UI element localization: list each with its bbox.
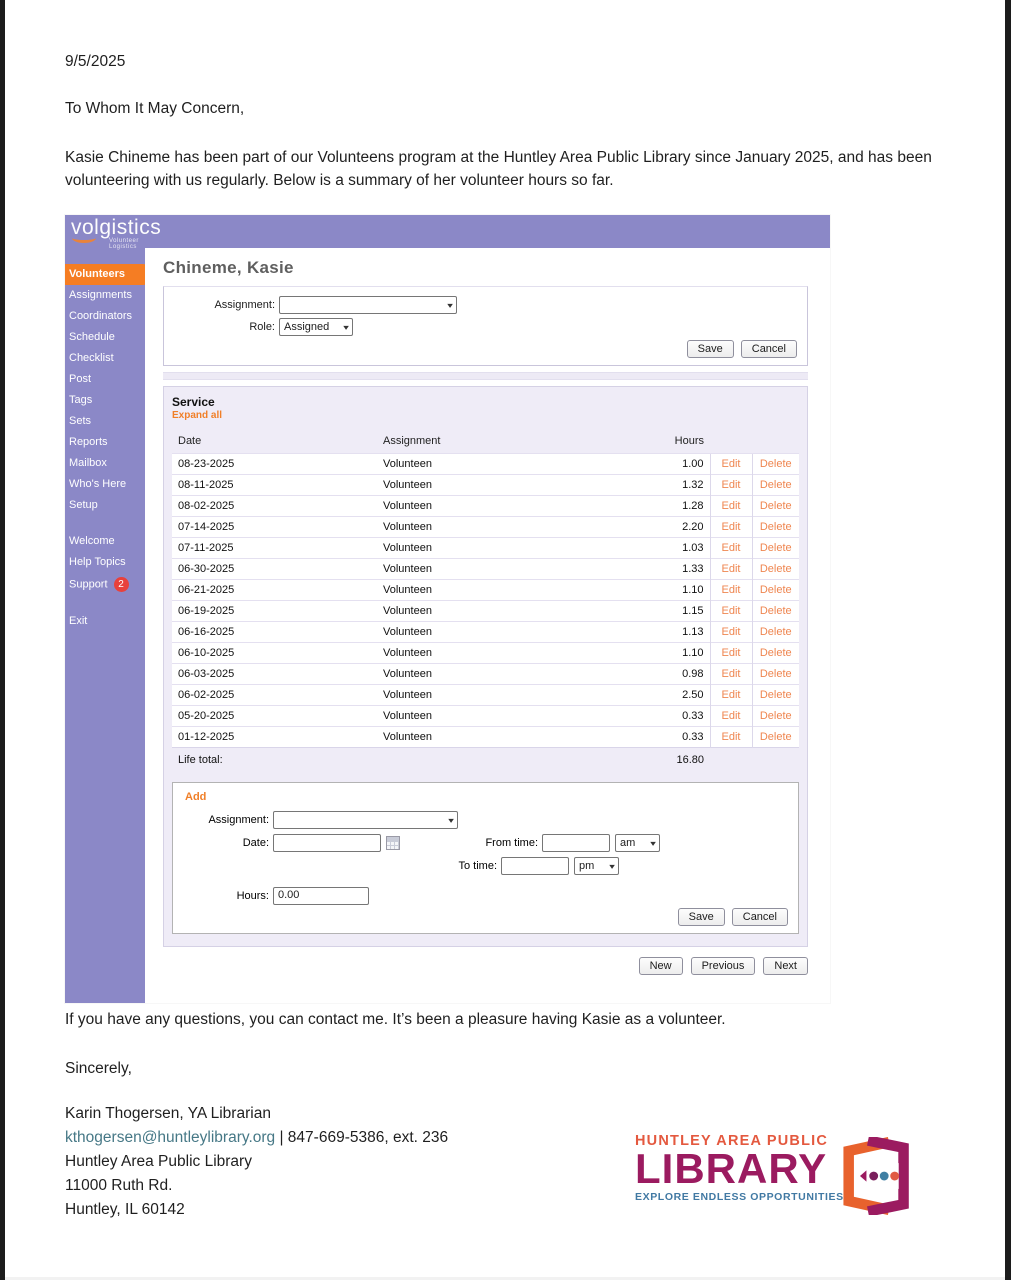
sidebar-item-post[interactable] — [65, 369, 145, 390]
service-assignment-cell: Volunteen — [377, 727, 587, 748]
edit-link[interactable]: Edit — [710, 454, 752, 475]
service-row — [172, 685, 799, 706]
service-date-cell: 06-02-2025 — [172, 685, 377, 706]
delete-link[interactable]: Delete — [752, 622, 799, 643]
service-date-cell: 08-23-2025 — [172, 454, 377, 475]
service-date-cell: 06-30-2025 — [172, 559, 377, 580]
page-edge-left — [0, 0, 5, 1280]
service-assignment-cell: Volunteen — [377, 538, 587, 559]
service-hours-cell: 1.32 — [587, 475, 710, 496]
sidebar-item-label: Post — [69, 373, 92, 385]
sidebar-item-coordinators[interactable] — [65, 306, 145, 327]
edit-link[interactable]: Edit — [710, 517, 752, 538]
service-row — [172, 538, 799, 559]
sidebar-item-label: Exit — [69, 615, 88, 627]
service-row — [172, 643, 799, 664]
add-cancel-button[interactable]: Cancel — [732, 908, 788, 926]
delete-link[interactable]: Delete — [752, 517, 799, 538]
edit-link[interactable]: Edit — [710, 475, 752, 496]
chevron-down-icon: ▾ — [650, 838, 656, 848]
save-button[interactable]: Save — [687, 340, 734, 358]
service-hours-cell: 1.03 — [587, 538, 710, 559]
section-divider — [163, 372, 808, 380]
sidebar-item-volunteers[interactable] — [65, 264, 153, 285]
role-label: Role: — [249, 321, 275, 333]
service-row — [172, 454, 799, 475]
add-assignment-select[interactable] — [273, 811, 458, 829]
service-assignment-cell: Volunteen — [377, 475, 587, 496]
logo-line2: LIBRARY — [635, 1145, 828, 1192]
brand-tagline: Volunteer Logistics — [109, 238, 139, 250]
service-hours-cell: 1.33 — [587, 559, 710, 580]
brand-name: volgistics — [71, 216, 162, 239]
page-title: Chineme, Kasie — [163, 258, 294, 277]
calendar-icon[interactable] — [386, 836, 400, 850]
life-total-label: Life total: — [172, 748, 377, 773]
volgistics-logo — [71, 216, 162, 250]
add-section-label: Add — [185, 791, 207, 803]
service-assignment-cell: Volunteen — [377, 496, 587, 517]
app-header-bar — [65, 215, 830, 248]
previous-button[interactable]: Previous — [691, 957, 756, 975]
service-hours-cell: 1.00 — [587, 454, 710, 475]
am-pm-select-to[interactable] — [574, 857, 619, 875]
new-button[interactable]: New — [639, 957, 683, 975]
chevron-down-icon: ▾ — [448, 815, 454, 825]
schedule-entry-form — [163, 286, 808, 366]
from-time-input[interactable] — [542, 834, 610, 852]
sidebar-item-label: Tags — [69, 394, 93, 406]
sidebar-item-label: Sets — [69, 415, 92, 427]
service-table-body — [172, 454, 799, 748]
sidebar-group-gap — [65, 516, 145, 531]
service-date-cell: 08-11-2025 — [172, 475, 377, 496]
from-time-label: From time: — [485, 837, 538, 849]
service-row — [172, 496, 799, 517]
service-row — [172, 475, 799, 496]
delete-link[interactable]: Delete — [752, 727, 799, 748]
email-link[interactable]: kthogersen@huntleylibrary.org — [65, 1129, 276, 1147]
service-assignment-cell: Volunteen — [377, 706, 587, 727]
signature-org: Huntley Area Public Library — [65, 1153, 252, 1171]
chevron-down-icon: ▾ — [609, 861, 615, 871]
delete-link[interactable]: Delete — [752, 580, 799, 601]
col-header-delete — [752, 431, 799, 454]
chevron-down-icon: ▾ — [343, 322, 349, 332]
letter-salutation: To Whom It May Concern, — [65, 100, 245, 117]
sidebar-item-label: Coordinators — [69, 310, 132, 322]
support-badge: 2 — [114, 577, 129, 592]
service-assignment-cell: Volunteen — [377, 622, 587, 643]
service-assignment-cell: Volunteen — [377, 664, 587, 685]
service-row — [172, 706, 799, 727]
service-table — [172, 431, 799, 772]
sidebar-item-label: Who's Here — [69, 478, 127, 490]
delete-link[interactable]: Delete — [752, 685, 799, 706]
date-input[interactable] — [273, 834, 381, 852]
service-hours-cell: 1.10 — [587, 580, 710, 601]
role-select-value: Assigned — [284, 321, 330, 333]
sidebar-item-label: Assignments — [69, 289, 132, 301]
service-assignment-cell: Volunteen — [377, 643, 587, 664]
service-row — [172, 580, 799, 601]
signature-block — [65, 1102, 448, 1222]
letter-intro-paragraph: Kasie Chineme has been part of our Volunteens program at the Huntley Area Public Library since January 2025, and has been volunteering with us regularly. Below is a summary of her volunteer hours so far. — [65, 149, 932, 190]
sidebar-item-label: Volunteers — [69, 268, 126, 280]
service-date-cell: 06-03-2025 — [172, 664, 377, 685]
date-label: Date: — [242, 837, 269, 849]
delete-link[interactable]: Delete — [752, 454, 799, 475]
sidebar-item-exit[interactable] — [65, 611, 145, 632]
add-save-button[interactable]: Save — [678, 908, 725, 926]
sidebar-item-help-topics[interactable] — [65, 552, 145, 573]
to-time-label: To time: — [458, 860, 497, 872]
service-date-cell: 05-20-2025 — [172, 706, 377, 727]
add-assignment-label: Assignment: — [208, 814, 269, 826]
open-door-icon — [839, 1137, 910, 1215]
delete-link[interactable]: Delete — [752, 475, 799, 496]
service-assignment-cell: Volunteen — [377, 685, 587, 706]
library-logo — [635, 1133, 910, 1215]
service-date-cell: 07-11-2025 — [172, 538, 377, 559]
sidebar-item-label: Reports — [69, 436, 108, 448]
edit-link[interactable]: Edit — [710, 622, 752, 643]
delete-link[interactable]: Delete — [752, 601, 799, 622]
service-date-cell: 06-19-2025 — [172, 601, 377, 622]
delete-link[interactable]: Delete — [752, 559, 799, 580]
service-row — [172, 727, 799, 748]
brand-smile-arc-icon — [72, 233, 96, 243]
life-total-row — [172, 748, 799, 773]
page-edge-right — [1005, 0, 1011, 1280]
am-pm-select-from[interactable] — [615, 834, 660, 852]
edit-link[interactable]: Edit — [710, 559, 752, 580]
service-row — [172, 622, 799, 643]
sidebar-item-label: Support — [69, 578, 108, 591]
col-header-edit — [710, 431, 752, 454]
service-date-cell: 06-10-2025 — [172, 643, 377, 664]
edit-link[interactable]: Edit — [710, 727, 752, 748]
record-nav — [163, 957, 808, 975]
assignment-label: Assignment: — [214, 299, 275, 311]
main-content — [145, 248, 830, 1003]
next-button[interactable]: Next — [763, 957, 808, 975]
edit-link[interactable]: Edit — [710, 496, 752, 517]
edit-link[interactable]: Edit — [710, 664, 752, 685]
sidebar-item-support[interactable] — [65, 573, 145, 596]
delete-link[interactable]: Delete — [752, 706, 799, 727]
sidebar-item-label: Checklist — [69, 352, 114, 364]
to-time-input[interactable] — [501, 857, 569, 875]
sidebar-item-checklist[interactable] — [65, 348, 145, 369]
chevron-down-icon: ▾ — [447, 300, 453, 310]
service-row — [172, 664, 799, 685]
cancel-button[interactable]: Cancel — [741, 340, 797, 358]
service-hours-cell: 1.15 — [587, 601, 710, 622]
logo-line1: HUNTLEY AREA PUBLIC — [635, 1133, 829, 1149]
service-assignment-cell: Volunteen — [377, 601, 587, 622]
service-row — [172, 517, 799, 538]
delete-link[interactable]: Delete — [752, 496, 799, 517]
service-hours-cell: 1.13 — [587, 622, 710, 643]
hours-input[interactable]: 0.00 — [273, 887, 369, 905]
service-date-cell: 06-21-2025 — [172, 580, 377, 601]
service-hours-cell: 2.20 — [587, 517, 710, 538]
add-service-form — [172, 782, 799, 934]
sidebar-item-label: Help Topics — [69, 556, 126, 568]
service-hours-cell: 2.50 — [587, 685, 710, 706]
signature-address2: Huntley, IL 60142 — [65, 1201, 185, 1219]
service-date-cell: 06-16-2025 — [172, 622, 377, 643]
service-assignment-cell: Volunteen — [377, 517, 587, 538]
service-table-header-row — [172, 431, 799, 454]
service-assignment-cell: Volunteen — [377, 454, 587, 475]
delete-link[interactable]: Delete — [752, 664, 799, 685]
delete-link[interactable]: Delete — [752, 538, 799, 559]
col-header-hours: Hours — [674, 435, 704, 447]
volgistics-screenshot — [65, 215, 830, 1003]
signature-address1: 11000 Ruth Rd. — [65, 1177, 173, 1195]
edit-link[interactable]: Edit — [710, 685, 752, 706]
signature-name: Karin Thogersen, YA Librarian — [65, 1105, 271, 1122]
delete-link[interactable]: Delete — [752, 643, 799, 664]
pm-value: pm — [579, 860, 595, 872]
sidebar-menu — [65, 248, 145, 1003]
col-header-date: Date — [178, 435, 202, 447]
life-total-value: 16.80 — [587, 748, 710, 773]
service-date-cell: 07-14-2025 — [172, 517, 377, 538]
service-assignment-cell: Volunteen — [377, 580, 587, 601]
service-section — [163, 386, 808, 947]
sidebar-item-label: Setup — [69, 499, 98, 511]
edit-link[interactable]: Edit — [710, 706, 752, 727]
letter-closing-paragraph: If you have any questions, you can contact me. It’s been a pleasure having Kasie as a volunteer. — [65, 1011, 726, 1028]
sidebar-item-label: Mailbox — [69, 457, 107, 469]
sidebar-item-mailbox[interactable] — [65, 453, 145, 474]
am-value: am — [620, 837, 636, 849]
sidebar-item-assignments[interactable] — [65, 285, 145, 306]
letter-signoff: Sincerely, — [65, 1060, 132, 1077]
service-hours-cell: 0.33 — [587, 706, 710, 727]
sidebar-item-tags[interactable] — [65, 390, 145, 411]
sidebar-item-label: Welcome — [69, 535, 115, 547]
service-hours-cell: 0.98 — [587, 664, 710, 685]
sidebar-item-welcome[interactable] — [65, 531, 145, 552]
service-hours-cell: 1.28 — [587, 496, 710, 517]
service-hours-cell: 1.10 — [587, 643, 710, 664]
edit-link[interactable]: Edit — [710, 601, 752, 622]
logo-line3: EXPLORE ENDLESS OPPORTUNITIES — [635, 1190, 844, 1203]
service-title: Service — [172, 395, 215, 409]
service-hours-cell: 0.33 — [587, 727, 710, 748]
sidebar-item-sets[interactable] — [65, 411, 145, 432]
sidebar-item-label: Schedule — [69, 331, 115, 343]
sidebar-item-setup[interactable] — [65, 495, 145, 516]
signature-phone: | 847-669-5386, ext. 236 — [275, 1129, 449, 1147]
role-select[interactable] — [279, 318, 353, 336]
hours-label: Hours: — [236, 890, 269, 902]
letter-date: 9/5/2025 — [65, 53, 126, 70]
expand-all-link[interactable]: Expand all — [172, 410, 223, 421]
sidebar-group-gap — [65, 596, 145, 611]
sidebar-item-who-s-here[interactable] — [65, 474, 145, 495]
service-row — [172, 601, 799, 622]
service-row — [172, 559, 799, 580]
sidebar-item-reports[interactable] — [65, 432, 145, 453]
service-date-cell: 08-02-2025 — [172, 496, 377, 517]
service-date-cell: 01-12-2025 — [172, 727, 377, 748]
edit-link[interactable]: Edit — [710, 538, 752, 559]
sidebar-item-schedule[interactable] — [65, 327, 145, 348]
service-assignment-cell: Volunteen — [377, 559, 587, 580]
signature-contact-line — [65, 1126, 448, 1150]
assignment-select[interactable] — [279, 296, 457, 314]
edit-link[interactable]: Edit — [710, 643, 752, 664]
edit-link[interactable]: Edit — [710, 580, 752, 601]
col-header-assignment: Assignment — [383, 435, 441, 447]
